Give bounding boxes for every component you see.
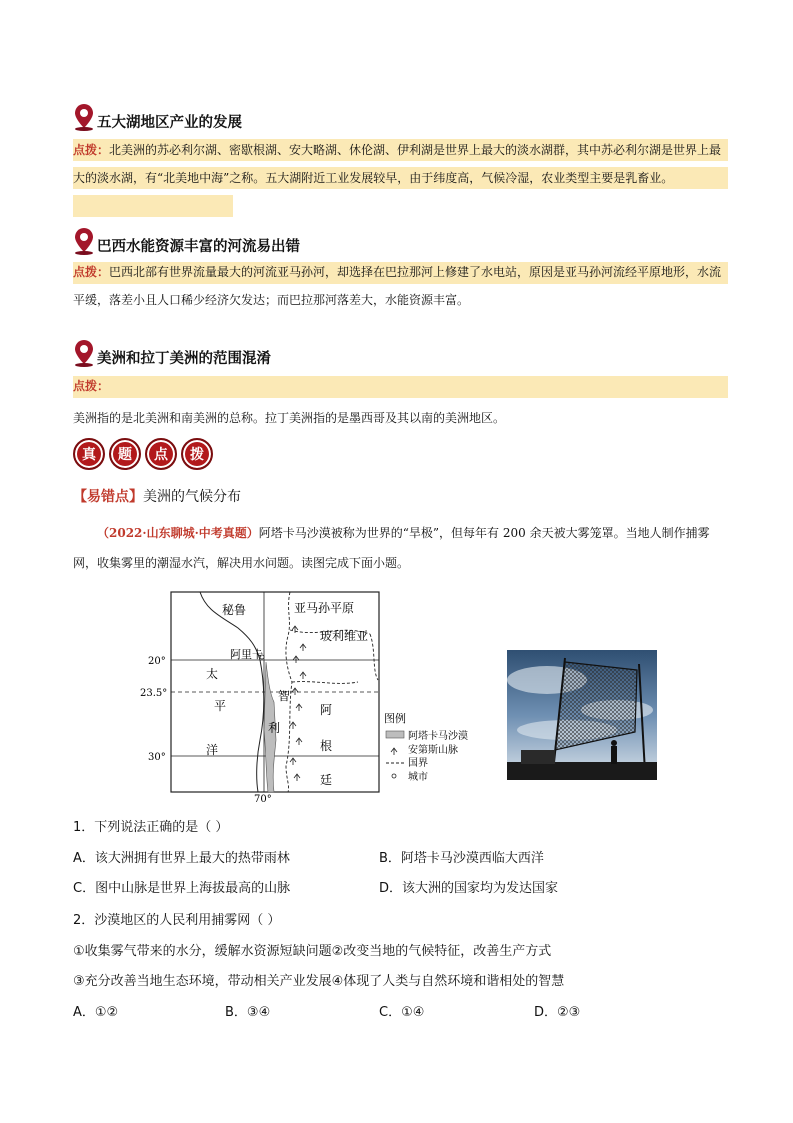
q2-option-d: D．②③ bbox=[534, 1005, 581, 1020]
city-icon bbox=[392, 774, 396, 778]
q1-option-c: C．图中山脉是世界上海拔最高的山脉 bbox=[73, 881, 291, 896]
location-pin-icon bbox=[73, 338, 95, 368]
legend-item: 安第斯山脉 bbox=[408, 745, 458, 756]
tip-paragraph bbox=[73, 258, 728, 314]
map-label: 阿里卡 bbox=[230, 648, 263, 661]
section-title-text: 巴西水能资源丰富的河流易出错 bbox=[97, 239, 300, 255]
q2-option-b: B．③④ bbox=[225, 1005, 271, 1020]
q2-option-a: A．①② bbox=[73, 1005, 119, 1020]
q1-option-d: D．该大洲的国家均为发达国家 bbox=[379, 881, 559, 896]
q2-statement-line: ③充分改善当地生态环境，带动相关产业发展④体现了人类与自然环境和谐相处的智慧 bbox=[73, 974, 565, 989]
seal-char: 点 bbox=[145, 438, 177, 470]
map-label: 玻利维亚 bbox=[320, 629, 369, 643]
map-label: 洋 bbox=[206, 743, 219, 757]
tip-label: 点拨： bbox=[73, 143, 110, 157]
map-label: 利 bbox=[268, 721, 281, 735]
q1-option-a: A．该大洲拥有世界上最大的热带雨林 bbox=[73, 851, 290, 866]
seal-char: 真 bbox=[73, 438, 105, 470]
q2-statement-line: ①收集雾气带来的水分，缓解水资源短缺问题②改变当地的气候特征，改善生产方式 bbox=[73, 944, 552, 959]
lat-label: 23.5° bbox=[140, 688, 168, 699]
fog-net-photo bbox=[507, 650, 657, 780]
mountain-icon bbox=[391, 748, 397, 755]
legend-title: 图例 bbox=[384, 712, 406, 725]
tip-label-line bbox=[73, 372, 728, 400]
tip-text: 巴西北部有世界流量最大的河流亚马孙河，却选择在巴拉那河上修建了水电站，原因是亚马孙河流经平原地形，水流平缓，落差小且人口稀少经济欠发达；而巴拉那河落差大，水能资源丰富。 bbox=[73, 265, 722, 307]
seal-char: 题 bbox=[109, 438, 141, 470]
section-title-brazil-hydro bbox=[73, 222, 300, 256]
tip-paragraph bbox=[73, 136, 728, 192]
map-label: 亚马孙平原 bbox=[294, 601, 355, 615]
question-intro-text: 阿塔卡马沙漠被称为世界的“旱极”，但每年有 200 余天被大雾笼罩。当地人制作捕雾网，收集雾里的潮湿水汽，解决用水问题。读图完成下面小题。 bbox=[73, 526, 710, 570]
atacama-map bbox=[140, 590, 380, 802]
seal-heading bbox=[73, 438, 217, 470]
desert-swatch bbox=[386, 731, 404, 738]
map-label: 平 bbox=[214, 699, 227, 713]
q1-stem: 1．下列说法正确的是（ ） bbox=[73, 820, 229, 835]
question-intro bbox=[73, 518, 733, 578]
point-title bbox=[73, 486, 241, 506]
question-source: （2022·山东聊城·中考真题） bbox=[97, 526, 259, 540]
lon-label: 70° bbox=[254, 794, 272, 802]
tip-highlight bbox=[73, 195, 233, 217]
section-title-great-lakes bbox=[73, 98, 242, 132]
tip-text: 北美洲的苏必利尔湖、密歇根湖、安大略湖、休伦湖、伊利湖是世界上最大的淡水湖群，其中苏必利尔湖是世界上最大的淡水湖，有“北美地中海”之称。五大湖附近工业发展较早，由于纬度高，气候冷湿，农业类型主要是乳畜业。 bbox=[73, 143, 722, 185]
location-pin-icon bbox=[73, 102, 95, 132]
lat-label: 30° bbox=[148, 752, 166, 763]
legend-item: 国界 bbox=[408, 758, 428, 769]
tip-label: 点拨： bbox=[73, 265, 110, 279]
map-label: 阿 bbox=[320, 703, 333, 717]
map-legend bbox=[382, 710, 492, 786]
section-title-latin-america bbox=[73, 334, 271, 368]
map-label: 根 bbox=[320, 739, 333, 753]
section-title-text: 五大湖地区产业的发展 bbox=[97, 115, 242, 131]
point-title-text: 美洲的气候分布 bbox=[143, 489, 241, 505]
location-pin-icon bbox=[73, 226, 95, 256]
legend-item: 阿塔卡马沙漠 bbox=[408, 731, 468, 742]
map-label: 太 bbox=[206, 667, 219, 681]
q2-stem: 2．沙漠地区的人民利用捕雾网（ ） bbox=[73, 913, 281, 928]
tip-label: 点拨： bbox=[73, 379, 110, 393]
q1-option-b: B．阿塔卡马沙漠西临大西洋 bbox=[379, 851, 544, 866]
map-label: 秘鲁 bbox=[222, 603, 247, 617]
map-label: 廷 bbox=[320, 773, 333, 787]
tip-text: 美洲指的是北美洲和南美洲的总称。拉丁美洲指的是墨西哥及其以南的美洲地区。 bbox=[73, 411, 506, 425]
point-bracket: 【易错点】 bbox=[73, 489, 143, 505]
section-title-text: 美洲和拉丁美洲的范围混淆 bbox=[97, 351, 271, 367]
lat-label: 20° bbox=[148, 656, 166, 667]
seal-char: 拨 bbox=[181, 438, 213, 470]
legend-item: 城市 bbox=[408, 772, 428, 783]
map-label: 智 bbox=[278, 689, 291, 703]
tip-paragraph bbox=[73, 404, 728, 432]
q2-option-c: C．①④ bbox=[379, 1005, 425, 1020]
